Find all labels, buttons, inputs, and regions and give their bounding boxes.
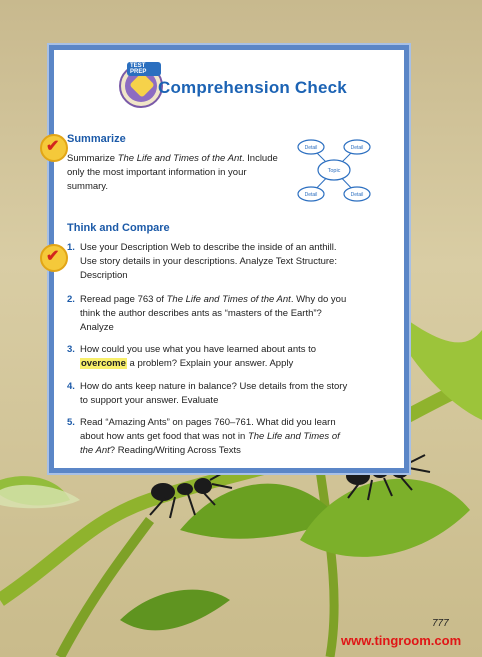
strategy-check-icon: ✔ [40, 244, 68, 272]
question-item [67, 380, 352, 408]
question-number: 1. [67, 242, 75, 253]
vocabulary-word: overcome [81, 358, 126, 369]
book-title: The Life and Times of the Ant [80, 431, 340, 456]
question-text: How could you use what you have learned about ants to overcome a problem? Explain your answer. Apply [80, 344, 317, 369]
summarize-heading: Summarize [67, 133, 126, 145]
test-prep-badge [119, 64, 163, 108]
watermark: www.tingroom.com [341, 633, 462, 648]
question-text: Reread page 763 of The Life and Times of the Ant. Why do you think the author describes ants as “masters of the Earth”? Analyze [80, 294, 347, 333]
aphid-cluster [0, 485, 80, 508]
web-detail-label: Detail [304, 145, 318, 151]
book-title: The Life and Times of the Ant [166, 294, 291, 305]
leaf [120, 590, 230, 631]
question-item [67, 241, 352, 283]
question-number: 2. [67, 294, 75, 305]
plant-stem-right [320, 470, 334, 657]
strategy-check-icon: ✔ [40, 134, 68, 162]
question-item [67, 343, 352, 371]
web-detail-label: Detail [350, 192, 364, 198]
question-number: 4. [67, 381, 75, 392]
page-title: Comprehension Check [158, 78, 347, 97]
summarize-text: Summarize The Life and Times of the Ant. Include only the most important information in your summary. [67, 153, 278, 192]
question-text: Read “Amazing Ants” on pages 760–761. What did you learn about how ants get food that was not in The Life and Times of the Ant? Reading/Writing Across Texts [80, 417, 340, 456]
question-item [67, 293, 352, 335]
web-topic-label: Topic [327, 168, 341, 174]
web-detail-label: Detail [304, 192, 318, 198]
badge-label: TEST PREP [127, 62, 161, 76]
comprehension-card [46, 45, 409, 473]
question-text: Use your Description Web to describe the inside of an anthill. Use story details in your descriptions. Analyze Text Structure: Description [80, 242, 337, 281]
question-item [67, 416, 352, 458]
question-number: 5. [67, 417, 75, 428]
description-web [297, 136, 372, 204]
book-title: The Life and Times of the Ant [117, 153, 242, 164]
page-number: 777 [432, 618, 449, 629]
think-compare-heading: Think and Compare [67, 222, 170, 234]
question-text: How do ants keep nature in balance? Use details from the story to support your answer. Evaluate [80, 381, 348, 406]
web-detail-label: Detail [350, 145, 364, 151]
question-number: 3. [67, 344, 75, 355]
